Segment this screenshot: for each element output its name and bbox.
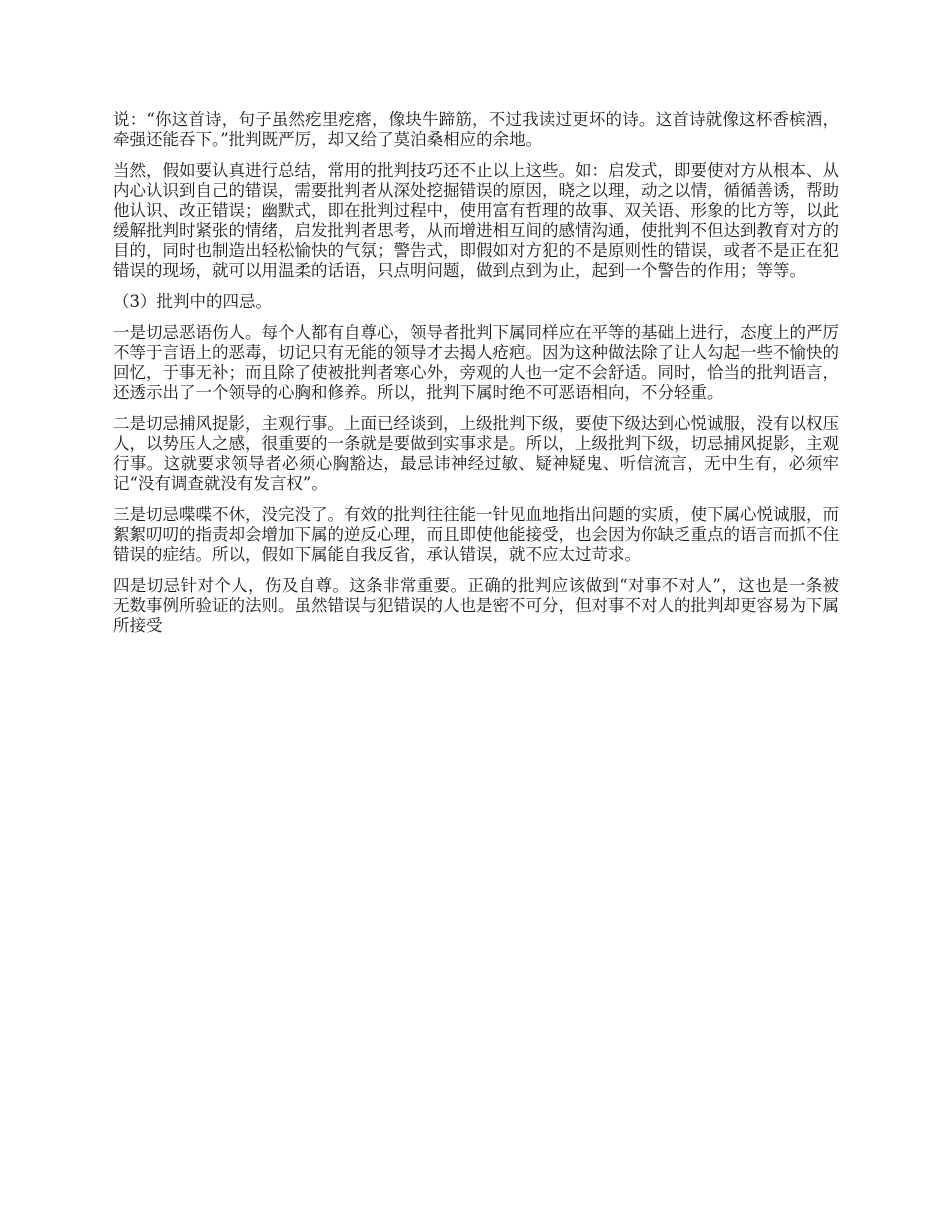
paragraph-taboo-1: 一是切忌恶语伤人。每个人都有自尊心，领导者批判下属同样应在平等的基础上进行，态度上的严厉不等于言语上的恶毒，切记只有无能的领导才去揭人疮疤。因为这种做法除了让人勾起一些不愉快的回忆，于事无补；而且除了使被批判者寒心外，旁观的人也一定不会舒适。同时，恰当的批判语言，还透示出了一个领导的心胸和修养。所以，批判下属时绝不可恶语相向，不分轻重。 <box>113 323 839 402</box>
paragraph-taboo-3: 三是切忌喋喋不休，没完没了。有效的批判往往能一针见血地指出问题的实质，使下属心悦诚服，而絮絮叨叨的指责却会增加下属的逆反心理，而且即使他能接受，也会因为你缺乏重点的语言而抓不住错误的症结。所以，假如下属能自我反省，承认错误，就不应太过苛求。 <box>113 505 839 564</box>
section-heading-four-taboos: （3）批判中的四忌。 <box>113 292 272 311</box>
document-body <box>113 110 839 647</box>
paragraph-taboo-4: 四是切忌针对个人，伤及自尊。这条非常重要。正确的批判应该做到“对事不对人”，这也是一条被无数事例所验证的法则。虽然错误与犯错误的人也是密不可分，但对事不对人的批判却更容易为下属所接受 <box>113 576 839 635</box>
paragraph-quote-continuation: 说：“你这首诗，句子虽然疙里疙瘩，像块牛蹄筋，不过我读过更坏的诗。这首诗就像这杯香槟酒，牵强还能吞下。”批判既严厉，却又给了莫泊桑相应的余地。 <box>113 110 839 149</box>
paragraph-critique-techniques: 当然，假如要认真进行总结，常用的批判技巧还不止以上这些。如：启发式，即要使对方从根本、从内心认识到自己的错误，需要批判者从深处挖掘错误的原因，晓之以理，动之以情，循循善诱，帮助他认识、改正错误；幽默式，即在批判过程中，使用富有哲理的故事、双关语、形象的比方等，以此缓解批判时紧张的情绪，启发批判者思考，从而增进相互间的感情沟通，使批判不但达到教育对方的目的，同时也制造出轻松愉快的气氛；警告式，即假如对方犯的不是原则性的错误，或者不是正在犯错误的现场，就可以用温柔的话语，只点明问题，做到点到为止，起到一个警告的作用；等等。 <box>113 161 839 280</box>
paragraph-taboo-2: 二是切忌捕风捉影，主观行事。上面已经谈到，上级批判下级，要使下级达到心悦诚服，没有以权压人，以势压人之感，很重要的一条就是要做到实事求是。所以，上级批判下级，切忌捕风捉影，主观行事。这就要求领导者必须心胸豁达，最忌讳神经过敏、疑神疑鬼、听信流言，无中生有，必须牢记“没有调查就没有发言权”。 <box>113 414 839 493</box>
